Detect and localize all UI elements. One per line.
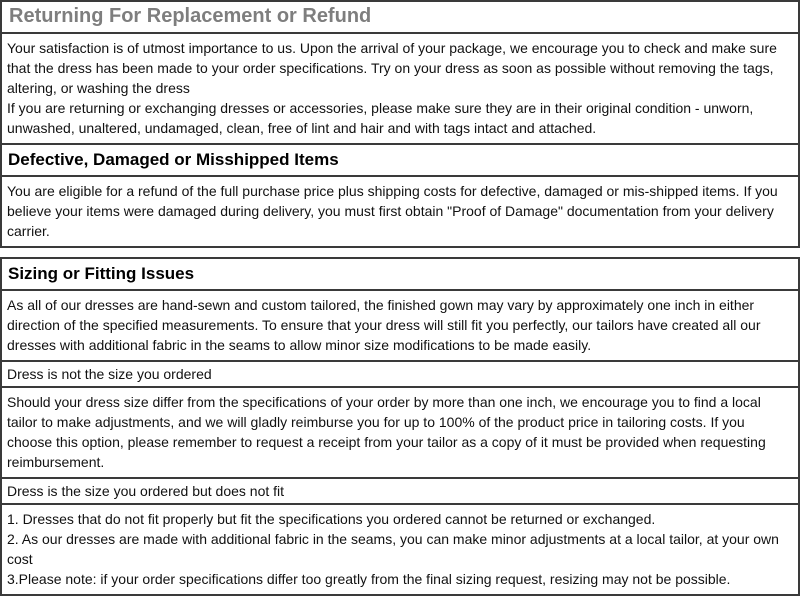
subheading-dress-size-ordered-does-not-fit: Dress is the size you ordered but does not fit	[0, 477, 800, 505]
section-heading-defective-damaged-misshipped: Defective, Damaged or Misshipped Items	[0, 143, 800, 177]
main-title-returning-for-replacement-or-refund: Returning For Replacement or Refund	[0, 0, 800, 34]
numbered-item-1: 1. Dresses that do not fit properly but fit the specifications you ordered cannot be returned or exchanged.	[7, 511, 656, 527]
intro-paragraph-original-condition: If you are returning or exchanging dresses or accessories, please make sure they are in their original condition - unworn, unwashed, unaltered, undamaged, clean, free of lint and hair and with tags intact and attached.	[7, 100, 754, 136]
numbered-item-3: 3.Please note: if your order specifications differ too greatly from the final sizing request, resizing may not be possible.	[7, 571, 731, 587]
section-gap	[0, 248, 800, 257]
intro-paragraph-satisfaction: Your satisfaction is of utmost importance to us. Upon the arrival of your package, we encourage you to check and make sure that the dress has been made to your order specifications. Try on your dress as soon as possible without removing the tags, altering, or washing the dress	[7, 40, 777, 96]
not-size-ordered-policy-text	[0, 386, 800, 479]
defective-paragraph: You are eligible for a refund of the full purchase price plus shipping costs for defective, damaged or mis-shipped items. If you believe your items were damaged during delivery, you must first obtain "Proof of Damage" documentation from your delivery carrier.	[7, 183, 778, 239]
defective-policy-text	[0, 175, 800, 248]
section-heading-sizing-or-fitting-issues: Sizing or Fitting Issues	[0, 257, 800, 291]
sizing-paragraph: As all of our dresses are hand-sewn and custom tailored, the finished gown may vary by approximately one inch in either direction of the specified measurements. To ensure that your dress will still fit you perfectly, our tailors have created all our dresses with additional fabric in the seams to allow minor size modifications to be made easily.	[7, 297, 761, 353]
subheading-dress-not-size-ordered: Dress is not the size you ordered	[0, 360, 800, 388]
size-ordered-not-fit-policy-text	[0, 503, 800, 596]
numbered-item-2: 2. As our dresses are made with additional fabric in the seams, you can make minor adjustments at a local tailor, at your own cost	[7, 531, 779, 567]
intro-policy-text	[0, 32, 800, 145]
sizing-policy-text	[0, 289, 800, 362]
not-size-ordered-paragraph: Should your dress size differ from the specifications of your order by more than one inch, we encourage you to find a local tailor to make adjustments, and we will gladly reimburse you for up to 100% of the product price in tailoring costs. If you choose this option, please remember to request a receipt from your tailor as a copy of it must be provided when requesting reimbursement.	[7, 394, 766, 470]
